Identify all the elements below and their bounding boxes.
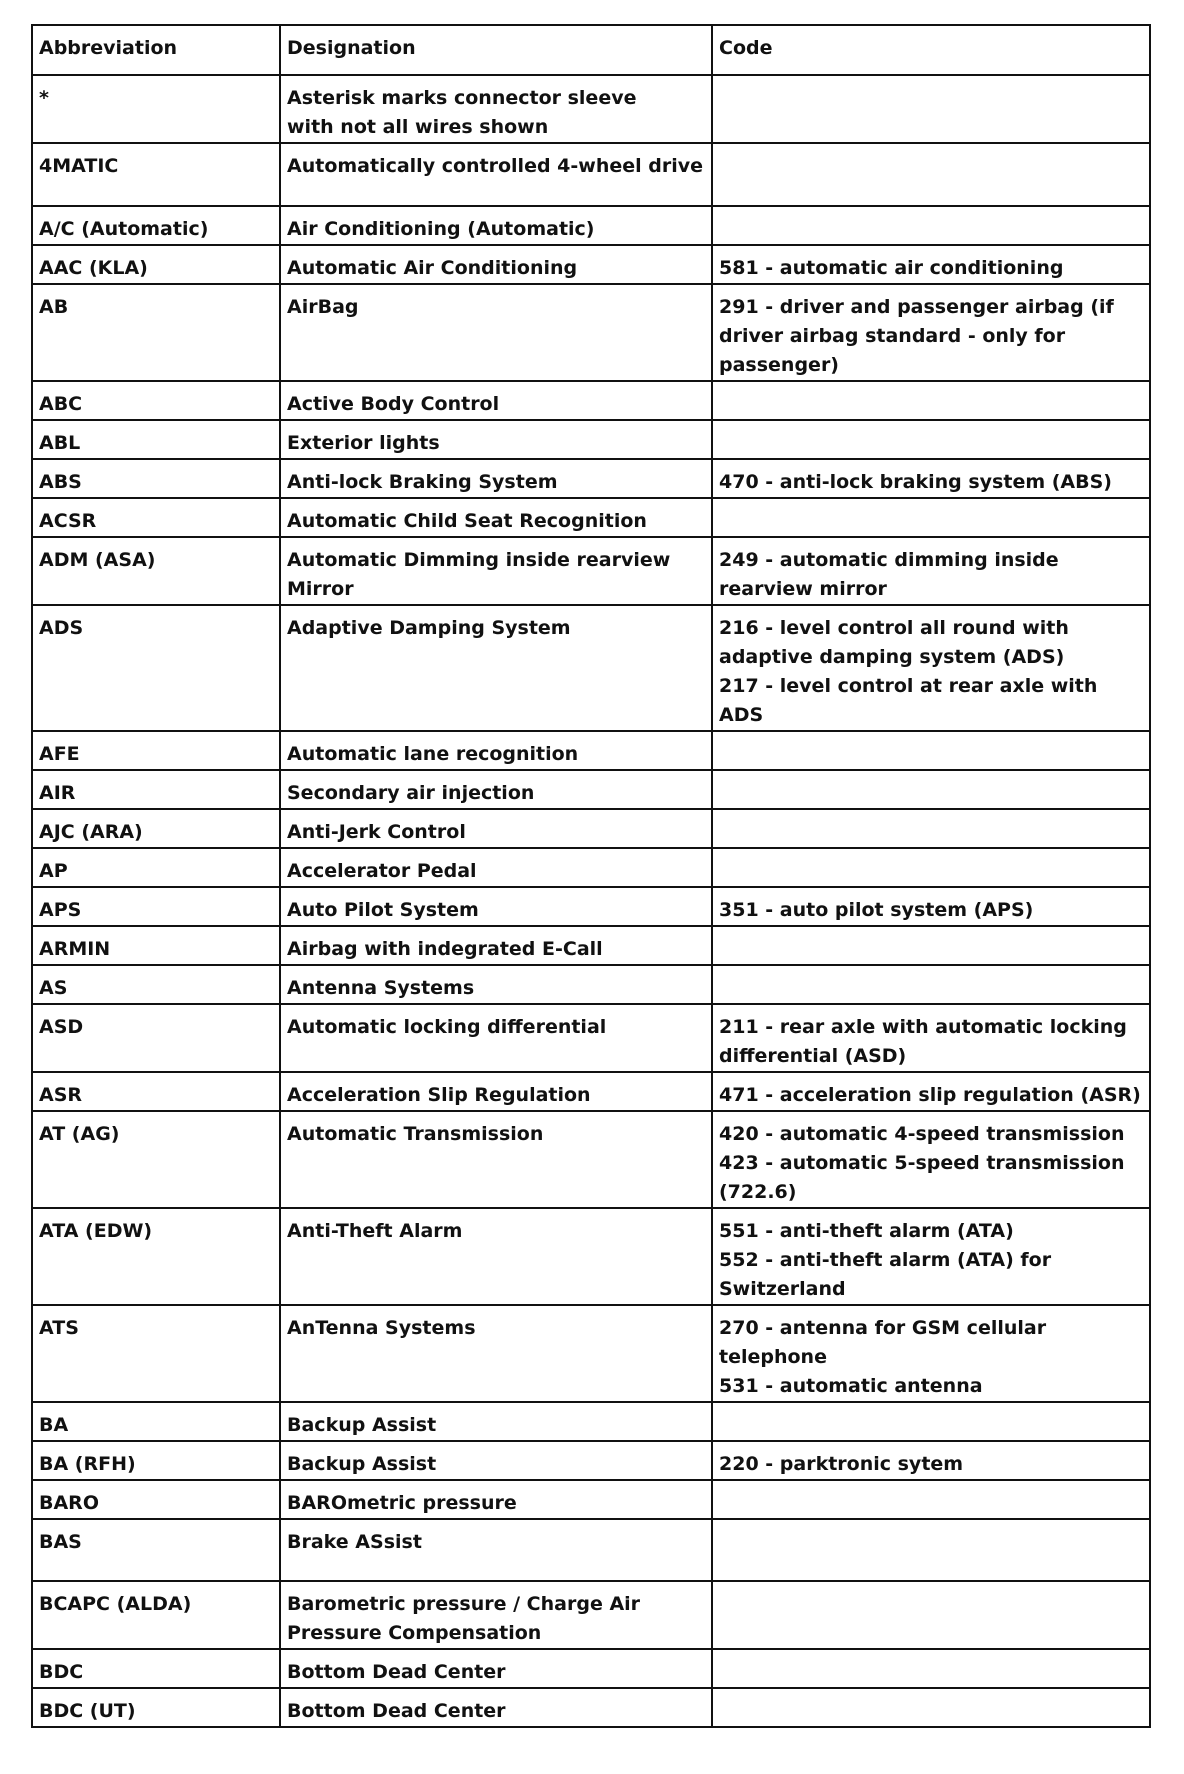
table-row xyxy=(32,731,1150,770)
code-cell xyxy=(712,770,1150,809)
designation-cell: Acceleration Slip Regulation xyxy=(280,1072,712,1111)
code-cell: 270 - antenna for GSM cellular telephone 531 - automatic antenna xyxy=(712,1305,1150,1402)
abbreviation-cell: ATA (EDW) xyxy=(32,1208,280,1305)
designation-cell: Accelerator Pedal xyxy=(280,848,712,887)
designation-cell: Asterisk marks connector sleeve with not all wires shown xyxy=(280,75,712,143)
abbreviation-cell: BCAPC (ALDA) xyxy=(32,1581,280,1649)
table-row xyxy=(32,206,1150,245)
designation-cell: Adaptive Damping System xyxy=(280,605,712,731)
abbreviation-cell: AFE xyxy=(32,731,280,770)
designation-cell: Anti-lock Braking System xyxy=(280,459,712,498)
table-row xyxy=(32,459,1150,498)
table-row xyxy=(32,605,1150,731)
table-row xyxy=(32,848,1150,887)
abbreviation-cell: ARMIN xyxy=(32,926,280,965)
code-cell xyxy=(712,926,1150,965)
code-cell: 211 - rear axle with automatic locking differential (ASD) xyxy=(712,1004,1150,1072)
code-cell xyxy=(712,1688,1150,1727)
table-row xyxy=(32,143,1150,206)
abbreviation-cell: BDC (UT) xyxy=(32,1688,280,1727)
abbreviation-cell: ADM (ASA) xyxy=(32,537,280,605)
abbreviation-cell: AT (AG) xyxy=(32,1111,280,1208)
code-cell: 420 - automatic 4-speed transmission 423 - automatic 5-speed transmission (722.6) xyxy=(712,1111,1150,1208)
table-row xyxy=(32,1581,1150,1649)
code-cell xyxy=(712,75,1150,143)
code-cell xyxy=(712,1581,1150,1649)
designation-cell: Active Body Control xyxy=(280,381,712,420)
abbreviation-cell: BA xyxy=(32,1402,280,1441)
table-row xyxy=(32,770,1150,809)
abbreviation-cell: ABS xyxy=(32,459,280,498)
table-row xyxy=(32,1402,1150,1441)
abbreviation-cell: BA (RFH) xyxy=(32,1441,280,1480)
designation-cell: Exterior lights xyxy=(280,420,712,459)
table-row xyxy=(32,1111,1150,1208)
abbreviation-cell: AAC (KLA) xyxy=(32,245,280,284)
code-cell: 291 - driver and passenger airbag (if driver airbag standard - only for passenger) xyxy=(712,284,1150,381)
designation-cell: Barometric pressure / Charge Air Pressure Compensation xyxy=(280,1581,712,1649)
code-cell: 581 - automatic air conditioning xyxy=(712,245,1150,284)
code-cell xyxy=(712,498,1150,537)
abbreviation-cell: BDC xyxy=(32,1649,280,1688)
table-row xyxy=(32,1688,1150,1727)
table-row xyxy=(32,1072,1150,1111)
designation-cell: Bottom Dead Center xyxy=(280,1649,712,1688)
code-cell: 470 - anti-lock braking system (ABS) xyxy=(712,459,1150,498)
code-cell xyxy=(712,731,1150,770)
code-cell: 551 - anti-theft alarm (ATA) 552 - anti-theft alarm (ATA) for Switzerland xyxy=(712,1208,1150,1305)
designation-cell: Brake ASsist xyxy=(280,1519,712,1581)
abbreviation-cell: AP xyxy=(32,848,280,887)
designation-cell: BAROmetric pressure xyxy=(280,1480,712,1519)
table-row xyxy=(32,887,1150,926)
designation-cell: Automatic Transmission xyxy=(280,1111,712,1208)
abbreviation-cell: AIR xyxy=(32,770,280,809)
abbreviation-cell: AJC (ARA) xyxy=(32,809,280,848)
table-row xyxy=(32,245,1150,284)
code-cell xyxy=(712,1649,1150,1688)
code-cell xyxy=(712,206,1150,245)
designation-cell: Auto Pilot System xyxy=(280,887,712,926)
designation-cell: Automatic lane recognition xyxy=(280,731,712,770)
code-cell xyxy=(712,1480,1150,1519)
abbreviation-cell: * xyxy=(32,75,280,143)
code-cell xyxy=(712,143,1150,206)
abbreviation-cell: AB xyxy=(32,284,280,381)
designation-cell: Automatic Air Conditioning xyxy=(280,245,712,284)
table-row xyxy=(32,75,1150,143)
abbreviation-cell: ABL xyxy=(32,420,280,459)
code-cell: 471 - acceleration slip regulation (ASR) xyxy=(712,1072,1150,1111)
code-cell xyxy=(712,420,1150,459)
designation-cell: Anti-Jerk Control xyxy=(280,809,712,848)
designation-cell: Backup Assist xyxy=(280,1441,712,1480)
table-row xyxy=(32,1305,1150,1402)
abbreviation-cell: 4MATIC xyxy=(32,143,280,206)
code-cell: 216 - level control all round with adaptive damping system (ADS) 217 - level control at rear axle with ADS xyxy=(712,605,1150,731)
designation-cell: Automatic Child Seat Recognition xyxy=(280,498,712,537)
abbreviation-cell: BAS xyxy=(32,1519,280,1581)
header-designation: Designation xyxy=(280,25,712,75)
abbreviation-cell: ABC xyxy=(32,381,280,420)
designation-cell: Anti-Theft Alarm xyxy=(280,1208,712,1305)
table-body xyxy=(32,75,1150,1727)
table-row xyxy=(32,965,1150,1004)
designation-cell: AnTenna Systems xyxy=(280,1305,712,1402)
abbreviation-cell: ADS xyxy=(32,605,280,731)
table-row xyxy=(32,926,1150,965)
header-row xyxy=(32,25,1150,75)
designation-cell: Backup Assist xyxy=(280,1402,712,1441)
abbreviation-cell: ASR xyxy=(32,1072,280,1111)
abbreviation-cell: BARO xyxy=(32,1480,280,1519)
designation-cell: Air Conditioning (Automatic) xyxy=(280,206,712,245)
designation-cell: Automatic Dimming inside rearview Mirror xyxy=(280,537,712,605)
code-cell: 351 - auto pilot system (APS) xyxy=(712,887,1150,926)
code-cell xyxy=(712,1402,1150,1441)
table-row xyxy=(32,1208,1150,1305)
code-cell: 249 - automatic dimming inside rearview mirror xyxy=(712,537,1150,605)
designation-cell: Automatically controlled 4-wheel drive xyxy=(280,143,712,206)
table-row xyxy=(32,498,1150,537)
table-row xyxy=(32,1519,1150,1581)
table-row xyxy=(32,809,1150,848)
abbreviation-cell: AS xyxy=(32,965,280,1004)
abbreviation-cell: APS xyxy=(32,887,280,926)
header-abbreviation: Abbreviation xyxy=(32,25,280,75)
code-cell xyxy=(712,1519,1150,1581)
table-row xyxy=(32,1480,1150,1519)
designation-cell: Antenna Systems xyxy=(280,965,712,1004)
code-cell xyxy=(712,809,1150,848)
code-cell xyxy=(712,381,1150,420)
designation-cell: Secondary air injection xyxy=(280,770,712,809)
table-row xyxy=(32,420,1150,459)
code-cell xyxy=(712,848,1150,887)
table-row xyxy=(32,284,1150,381)
table-row xyxy=(32,537,1150,605)
code-cell xyxy=(712,965,1150,1004)
abbreviation-table xyxy=(31,24,1151,1728)
table-row xyxy=(32,381,1150,420)
header-code: Code xyxy=(712,25,1150,75)
designation-cell: Automatic locking differential xyxy=(280,1004,712,1072)
abbreviation-cell: ATS xyxy=(32,1305,280,1402)
table-row xyxy=(32,1441,1150,1480)
abbreviation-cell: A/C (Automatic) xyxy=(32,206,280,245)
code-cell: 220 - parktronic sytem xyxy=(712,1441,1150,1480)
designation-cell: Bottom Dead Center xyxy=(280,1688,712,1727)
designation-cell: Airbag with indegrated E-Call xyxy=(280,926,712,965)
table-row xyxy=(32,1649,1150,1688)
table-row xyxy=(32,1004,1150,1072)
abbreviation-cell: ASD xyxy=(32,1004,280,1072)
abbreviation-cell: ACSR xyxy=(32,498,280,537)
designation-cell: AirBag xyxy=(280,284,712,381)
